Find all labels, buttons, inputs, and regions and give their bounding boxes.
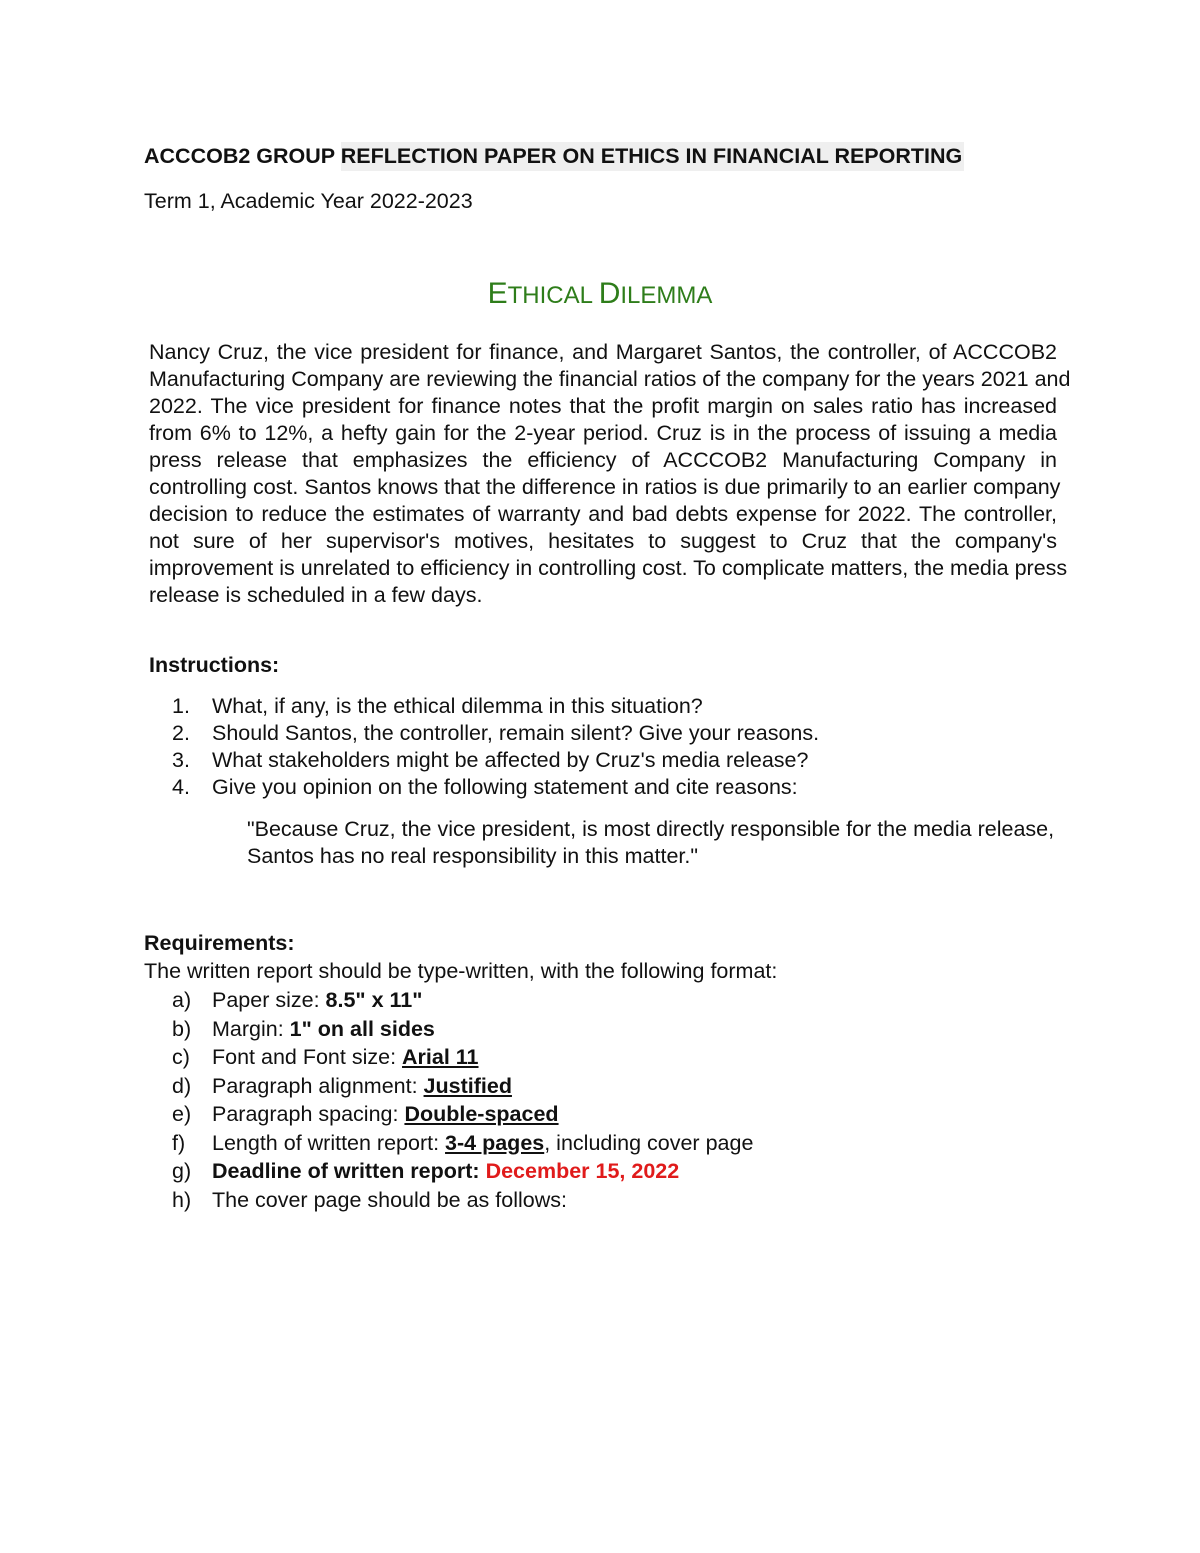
requirements-intro: The written report should be type-written, with the following format: — [144, 959, 778, 983]
item-text: Paragraph spacing: — [212, 1102, 405, 1126]
list-item — [172, 747, 819, 774]
instructions-list — [172, 693, 819, 801]
spacing-value: Double-spaced — [404, 1102, 559, 1126]
length-suffix: , including cover page — [544, 1130, 754, 1155]
item-text: Font and Font size: — [212, 1045, 403, 1069]
paper-size-value: 8.5" x 11" — [325, 988, 423, 1012]
instructions-label: Instructions: — [149, 653, 280, 677]
item-letter: a) — [172, 988, 192, 1012]
item-text: Paper size: — [212, 988, 326, 1012]
item-text: What stakeholders might be affected by Cruz's media release? — [212, 748, 809, 772]
item-letter: g) — [172, 1159, 192, 1183]
title-highlighted: REFLECTION PAPER ON ETHICS IN FINANCIAL REPORTING — [341, 142, 965, 171]
paragraph-line: decision to reduce the estimates of warranty and bad debts expense for 2022. The controller, — [149, 502, 1057, 526]
quote-line: Santos has no real responsibility in this matter." — [247, 844, 698, 868]
margin-value: 1" on all sides — [289, 1016, 435, 1041]
paragraph-line: improvement is unrelated to efficiency in controlling cost. To complicate matters, the media press — [149, 556, 1068, 580]
list-item — [172, 1015, 753, 1044]
list-item — [172, 1157, 753, 1186]
heading-cap-e: E — [487, 277, 508, 310]
item-text: Length of written report: — [212, 1130, 446, 1155]
heading-rest-thical: THICAL — [507, 282, 599, 309]
paragraph-line: Nancy Cruz, the vice president for finance, and Margaret Santos, the controller, of ACCCOB2 — [149, 340, 1057, 364]
heading-rest-ilemma: ILEMMA — [620, 282, 713, 309]
font-value: Arial 11 — [402, 1045, 479, 1069]
requirements-label: Requirements: — [144, 931, 295, 955]
list-item — [172, 1072, 753, 1101]
item-text: The cover page should be as follows: — [212, 1187, 567, 1212]
requirements-list — [172, 986, 753, 1214]
dilemma-paragraph — [149, 339, 1071, 609]
quote-line: "Because Cruz, the vice president, is most directly responsible for the media release, — [247, 817, 1055, 841]
item-text: Should Santos, the controller, remain silent? Give your reasons. — [212, 721, 820, 745]
section-heading — [0, 276, 1200, 314]
item-letter: b) — [172, 1016, 192, 1041]
quoted-statement — [247, 816, 1067, 870]
length-value: 3-4 pages — [445, 1130, 545, 1155]
item-number: 3. — [172, 748, 190, 772]
term-line: Term 1, Academic Year 2022-2023 — [144, 189, 473, 213]
paragraph-line: controlling cost. Santos knows that the difference in ratios is due primarily to an earlier company — [149, 475, 1061, 499]
item-letter: h) — [172, 1187, 192, 1212]
list-item — [172, 986, 753, 1015]
item-text: Give you opinion on the following statement and cite reasons: — [212, 775, 798, 799]
list-item — [172, 1186, 753, 1215]
paragraph-line: release is scheduled in a few days. — [149, 583, 483, 607]
item-text: Paragraph alignment: — [212, 1073, 424, 1098]
item-text: Margin: — [212, 1016, 290, 1041]
paragraph-line: 2022. The vice president for finance notes that the profit margin on sales ratio has increased — [149, 394, 1057, 418]
list-item — [172, 1129, 753, 1158]
heading-cap-d: D — [598, 277, 621, 310]
item-letter: c) — [172, 1045, 190, 1069]
item-number: 4. — [172, 775, 190, 799]
paragraph-line: press release that emphasizes the efficiency of ACCCOB2 Manufacturing Company in — [149, 448, 1057, 472]
deadline-value: December 15, 2022 — [485, 1159, 680, 1183]
paragraph-line: Manufacturing Company are reviewing the financial ratios of the company for the years 2021 and — [149, 367, 1071, 391]
title-prefix: ACCCOB2 GROUP — [144, 144, 341, 168]
list-item — [172, 1043, 753, 1072]
list-item — [172, 774, 819, 801]
paragraph-line: not sure of her supervisor's motives, hesitates to suggest to Cruz that the company's — [149, 529, 1057, 553]
list-item — [172, 693, 819, 720]
item-letter: d) — [172, 1073, 192, 1098]
list-item — [172, 720, 819, 747]
item-text: Deadline of written report: — [212, 1159, 486, 1183]
item-number: 2. — [172, 721, 190, 745]
item-number: 1. — [172, 694, 190, 718]
item-letter: f) — [172, 1130, 186, 1155]
paragraph-line: from 6% to 12%, a hefty gain for the 2-year period. Cruz is in the process of issuing a media — [149, 421, 1057, 445]
document-title — [144, 142, 964, 170]
item-letter: e) — [172, 1102, 192, 1126]
item-text: What, if any, is the ethical dilemma in this situation? — [212, 694, 703, 718]
list-item — [172, 1100, 753, 1129]
alignment-value: Justified — [423, 1073, 512, 1098]
